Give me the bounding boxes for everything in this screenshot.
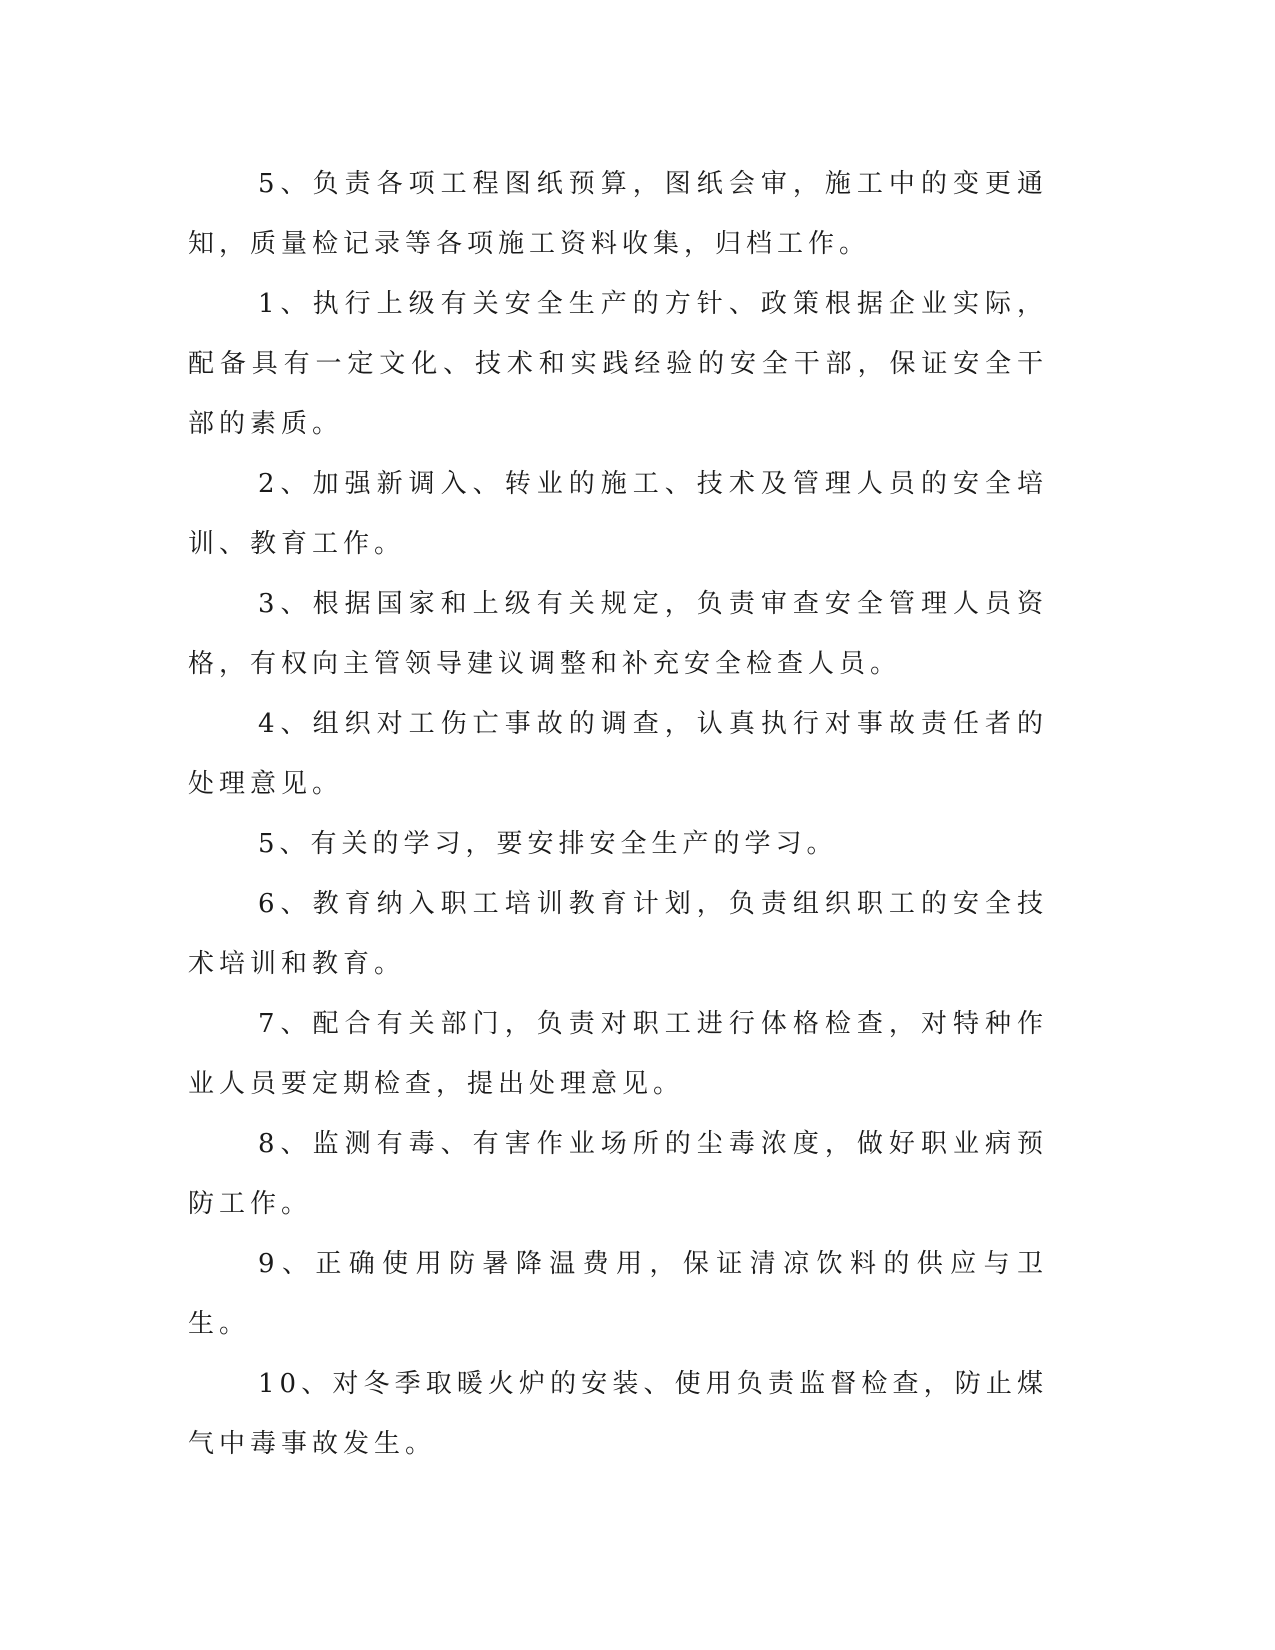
paragraph-1: 5、负责各项工程图纸预算，图纸会审，施工中的变更通知，质量检记录等各项施工资料收集，归档工作。 (188, 169, 1048, 259)
paragraph-8: 7、配合有关部门，负责对职工进行体格检查，对特种作业人员要定期检查，提出处理意见。 (188, 1009, 1048, 1099)
paragraph-9: 8、监测有毒、有害作业场所的尘毒浓度，做好职业病预防工作。 (188, 1129, 1048, 1219)
paragraph-5: 4、组织对工伤亡事故的调查，认真执行对事故责任者的处理意见。 (188, 709, 1048, 799)
paragraph-7: 6、教育纳入职工培训教育计划，负责组织职工的安全技术培训和教育。 (188, 889, 1048, 979)
document-body (188, 154, 1048, 1474)
paragraph-11: 10、对冬季取暖火炉的安装、使用负责监督检查，防止煤气中毒事故发生。 (188, 1369, 1048, 1459)
paragraph-3: 2、加强新调入、转业的施工、技术及管理人员的安全培训、教育工作。 (188, 469, 1048, 559)
paragraph-10: 9、正确使用防暑降温费用，保证清凉饮料的供应与卫生。 (188, 1249, 1048, 1339)
paragraph-4: 3、根据国家和上级有关规定，负责审查安全管理人员资格，有权向主管领导建议调整和补充安全检查人员。 (188, 589, 1048, 679)
paragraph-2: 1、执行上级有关安全生产的方针、政策根据企业实际，配备具有一定文化、技术和实践经验的安全干部，保证安全干部的素质。 (188, 289, 1048, 439)
paragraph-6: 5、有关的学习，要安排安全生产的学习。 (258, 829, 838, 859)
